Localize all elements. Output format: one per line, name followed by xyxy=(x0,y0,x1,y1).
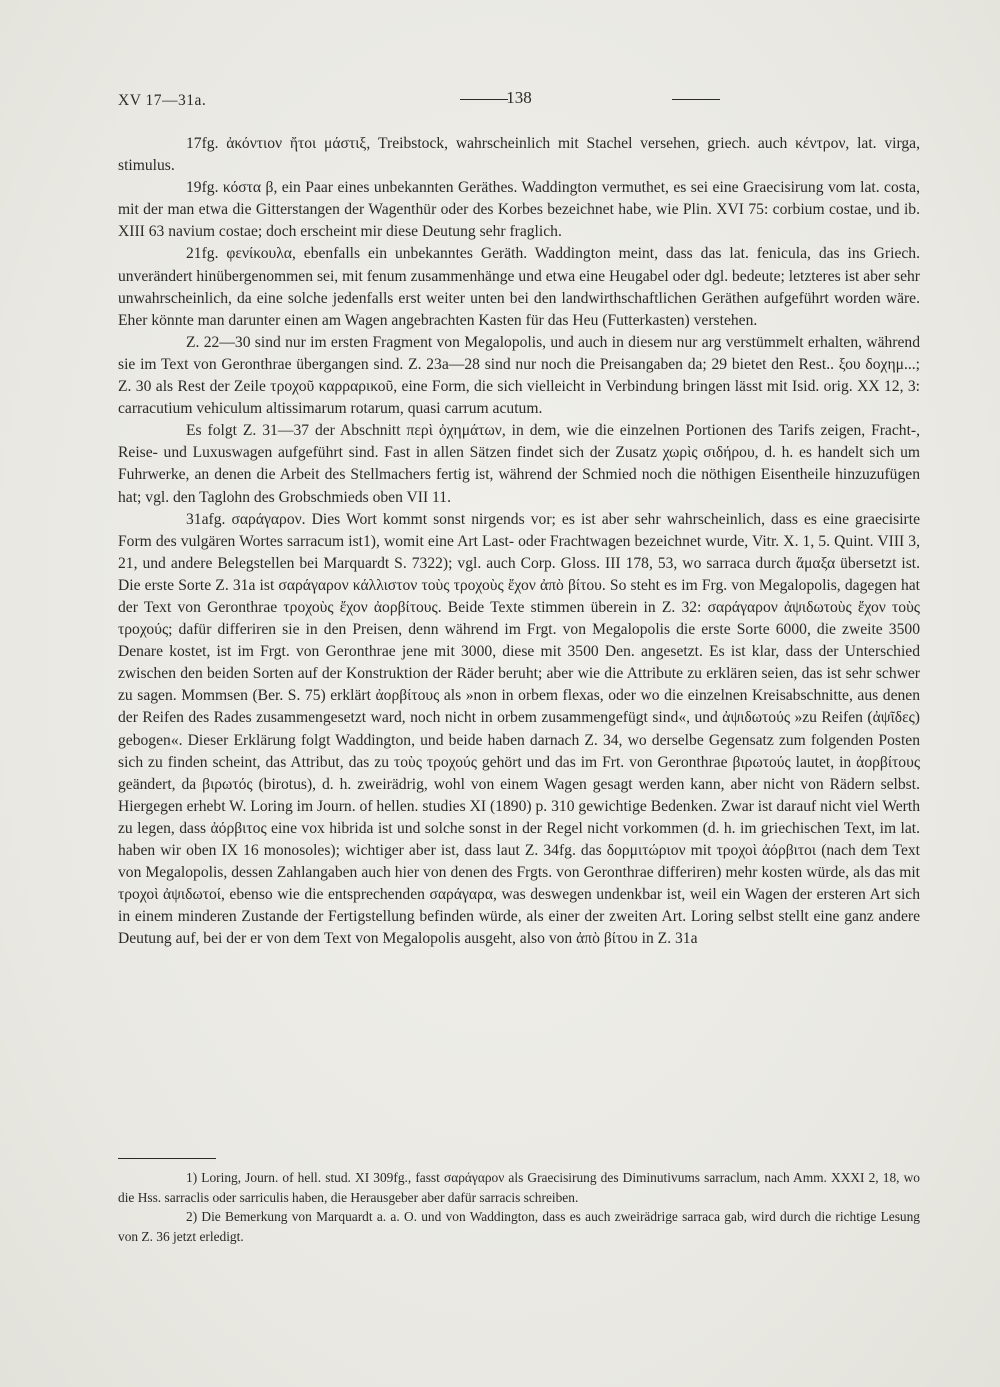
page-number: 138 xyxy=(506,88,532,107)
paragraph-z22-30: Z. 22—30 sind nur im ersten Fragment von Megalopolis, und auch in diesem nur arg verstümmelt erhalten, während sie im Text von Geronthrae übergangen sind. Z. 23a—28 sind nur noch die Preisangaben da; 29 bietet den Rest.. ξου δοχημ...; Z. 30 als Rest der Zeile τροχοῦ καρραρικοῦ, eine Form, die sich vielleicht in Verbindung bringen lässt mit Isid. orig. XX 12, 3: carracutium vehiculum altissimarum rotarum, quasi carrum acutum. xyxy=(118,333,920,418)
paragraph-17fg: 17fg. ἀκόντιον ἤτοι μάστιξ, Treibstock, wahrscheinlich mit Stachel versehen, griech. auch κέντρον, lat. virga, stimulus. xyxy=(118,135,920,175)
footnote-separator xyxy=(118,1158,216,1159)
footnotes xyxy=(118,1168,920,1246)
paragraph-31afg: 31afg. σαράγαρον. Dies Wort kommt sonst nirgends vor; es ist aber sehr wahrscheinlich, dass es eine graecisirte Form des vulgären Wortes sarracum ist1), womit eine Art Last- oder Frachtwagen bezeichnet wurde, Vitr. X. 1, 5. Quint. VIII 3, 21, und andere Belegstellen bei Marquardt S. 7322); vgl. auch Corp. Gloss. III 178, 53, wo sarraca durch ἅμαξα übersetzt ist. Die erste Sorte Z. 31a ist σαράγαρον κάλλιστον τοὺς τροχοὺς ἔχον ἀπὸ βίτου. So steht es im Frg. von Megalopolis, dagegen hat der Text von Geronthrae τροχοὺς ἔχον ἀορβίτους. Beide Texte stimmen überein in Z. 32: σαράγαρον ἀψιδωτοὺς ἔχον τοὺς τροχούς; dafür differiren sie in den Preisen, denn während im Frgt. von Megalopolis die erste Sorte 6000, die zweite 3500 Denare kostet, ist im Frgt. von Geronthrae jene mit 3000, diese mit 3500 Den. angesetzt. Es ist klar, dass der Unterschied zwischen den beiden Sorten auf der Konstruktion der Räder beruht; aber wie die Attribute zu erklären seien, das ist sehr schwer zu sagen. Mommsen (Ber. S. 75) erklärt ἀορβίτους als »non in orbem flexas, oder wo die einzelnen Kreisabschnitte, aus denen der Reifen des Rades zusammengesetzt ward, noch nicht in orbem zusammengefügt sind«, und ἀψιδωτούς »zu Reifen (ἀψῖδες) gebogen«. Dieser Erklärung folgt Waddington, und beide haben darnach Z. 34, wo derselbe Gegensatz zum folgenden Posten sich zu finden scheint, das Attribut, das zu τοὺς τροχούς gehört und das im Frt. von Geronthrae βιρωτούς lautet, in ἀορβίτους geändert, da βιρωτός (birotus), d. h. zweirädrig, wohl von einem Wagen gesagt werden kann, aber nicht von Rädern selbst. Hiergegen erhebt W. Loring im Journ. of hellen. studies XI (1890) p. 310 gewichtige Bedenken. Zwar ist darauf nicht viel Werth zu legen, dass ἀόρβιτος eine vox hibrida ist und solche sonst in der Regel nicht vorkommen (d. h. im griechischen Text, im lat. haben wir oben IX 16 monosoles); wichtiger aber ist, dass laut Z. 34fg. das δορμιτώριον mit τροχοὶ ἀόρβιτοι (nach dem Text von Megalopolis, dessen Zahlangaben auch hier von denen des Frgts. von Geronthrae differiren) mehr kosten würde, als das mit τροχοὶ ἀψιδωτοί, ebenso wie die entsprechenden σαράγαρα, was deswegen undenkbar ist, weil ein Wagen der ersteren Art sich in einem minderen Zustande der Fertigstellung befinden würde, als einer der zweiten Art. Loring selbst stellt eine ganz andere Deutung auf, bei der er von dem Text von Megalopolis ausgeht, also von ἀπὸ βίτου in Z. 31a xyxy=(118,510,920,948)
footnote-2: 2) Die Bemerkung von Marquardt a. a. O. und von Waddington, dass es auch zweirädrige sarraca gab, wird durch die richtige Lesung von Z. 36 jetzt erledigt. xyxy=(118,1209,920,1244)
page-header xyxy=(118,88,920,112)
footnote-1: 1) Loring, Journ. of hell. stud. XI 309fg., fasst σαράγαρον als Graecisirung des Diminutivums sarraclum, nach Amm. XXXI 2, 18, wo die Hss. sarraclis oder sarriculis haben, die Herausgeber aber dafür sarracis schreiben. xyxy=(118,1170,920,1205)
paragraph-19fg: 19fg. κόστα β, ein Paar eines unbekannten Geräthes. Waddington vermuthet, es sei eine Graecisirung vom lat. costa, mit der man etwa die Gitterstangen der Wagenthür oder des Korbes bezeichnet habe, wie Plin. XVI 75: corbium costae, und ib. XIII 63 navium costae; doch erscheint mir diese Deutung sehr fraglich. xyxy=(118,179,920,241)
main-text xyxy=(118,133,920,950)
header-rule-right xyxy=(672,99,720,100)
paragraph-21fg: 21fg. φενίκουλα, ebenfalls ein unbekanntes Geräth. Waddington meint, dass das lat. fenicula, das ins Griech. unverändert hinübergenommen sei, mit fenum zusammenhänge und etwa eine Heugabel oder dgl. bedeute; letzteres ist aber sehr unwahrscheinlich, da eine solche jedenfalls erst weiter unten bei den landwirthschaftlichen Geräthen aufgeführt worden wäre. Eher könnte man darunter einen am Wagen angebrachten Kasten für das Heu (Futterkasten) verstehen. xyxy=(118,245,920,329)
section-signature: XV 17—31a. xyxy=(118,92,207,109)
paragraph-z31-37: Es folgt Z. 31—37 der Abschnitt περὶ ὀχημάτων, in dem, wie die einzelnen Portionen des Tarifs zeigen, Fracht-, Reise- und Luxuswagen aufgeführt sind. Fast in allen Sätzen findet sich der Zusatz χωρὶς σιδήρου, d. h. es handelt sich um Fuhrwerke, an denen die Arbeit des Stellmachers fertig ist, während der Schmied noch die nöthigen Eisentheile hinzuzufügen hat; vgl. den Taglohn des Grobschmieds oben VII 11. xyxy=(118,422,920,506)
